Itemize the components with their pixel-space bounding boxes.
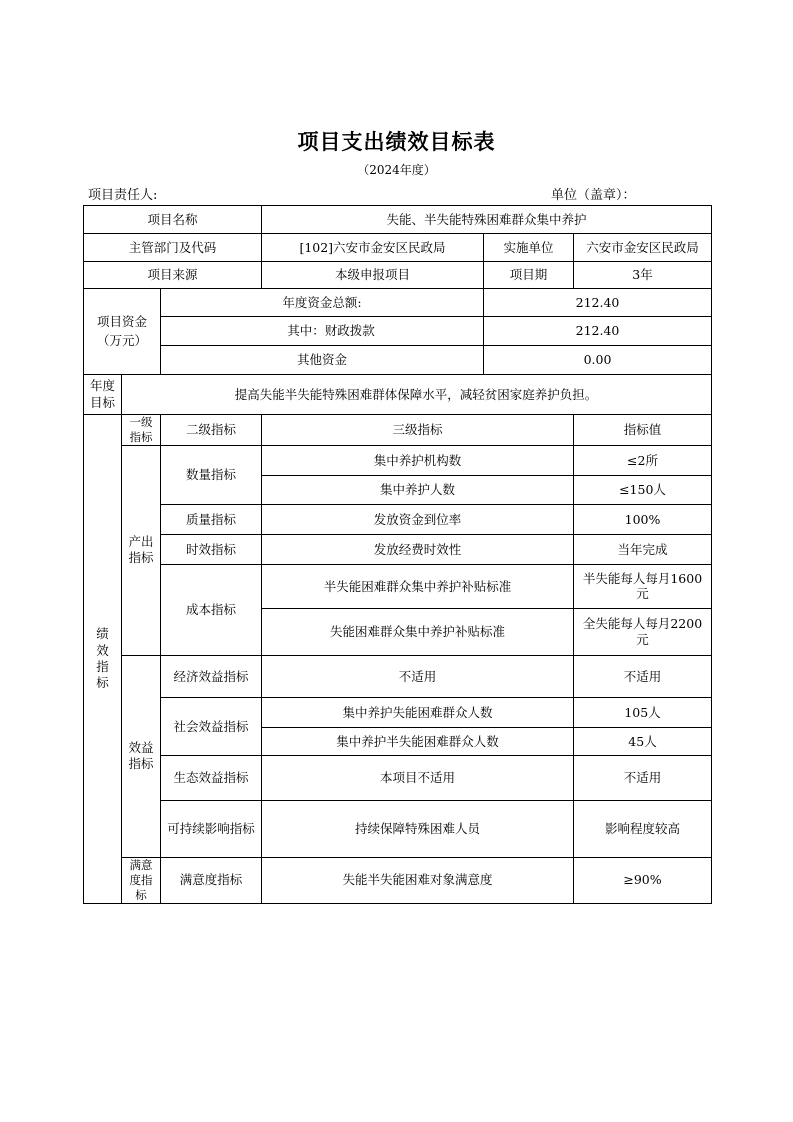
header-level1: 一级指标 [122, 415, 161, 446]
indicator-value: ≥90% [574, 857, 712, 903]
indicator-value: 100% [574, 504, 712, 534]
header-level3: 三级指标 [262, 415, 574, 446]
indicator-name: 不适用 [262, 655, 574, 697]
satisfaction-indicators-label: 满意度指标 [161, 857, 262, 903]
table-row [84, 415, 712, 446]
funds-label: 项目资金（万元） [84, 289, 161, 375]
table-row [84, 655, 712, 697]
source-label: 项目来源 [84, 262, 262, 289]
page-title: 项目支出绩效目标表 [297, 129, 496, 154]
cost-indicators-label: 成本指标 [161, 564, 262, 655]
indicator-name: 半失能困难群众集中养护补贴标准 [262, 564, 574, 608]
other-funds-value: 0.00 [484, 346, 712, 375]
table-row [84, 346, 712, 375]
year-label: （2024年度） [357, 163, 436, 177]
ecological-indicators-label: 生态效益指标 [161, 755, 262, 800]
quality-indicators-label: 质量指标 [161, 504, 262, 534]
indicator-value: 45人 [574, 727, 712, 755]
header-value: 指标值 [574, 415, 712, 446]
table-row [84, 755, 712, 800]
table-row [84, 445, 712, 475]
indicator-name: 发放经费时效性 [262, 534, 574, 564]
satisfaction-group-label: 满意度指标 [122, 857, 161, 903]
performance-indicators-label: 绩效指标 [84, 415, 122, 904]
fiscal-label: 其中：财政拨款 [161, 317, 484, 346]
annual-goal-value: 提高失能半失能特殊困难群体保障水平，减轻贫困家庭养护负担。 [122, 375, 712, 415]
impl-unit-value: 六安市金安区民政局 [574, 234, 712, 262]
benefit-indicators-label: 效益指标 [122, 655, 161, 857]
indicator-value: 105人 [574, 697, 712, 727]
period-value: 3年 [574, 262, 712, 289]
economic-indicators-label: 经济效益指标 [161, 655, 262, 697]
indicator-name: 失能困难群众集中养护补贴标准 [262, 608, 574, 655]
indicator-value: 不适用 [574, 655, 712, 697]
unit-seal-label: 单位（盖章）： [551, 188, 636, 203]
table-row [84, 857, 712, 903]
indicator-name: 发放资金到位率 [262, 504, 574, 534]
indicator-name: 集中养护人数 [262, 475, 574, 504]
sustainability-indicators-label: 可持续影响指标 [161, 800, 262, 857]
source-value: 本级申报项目 [262, 262, 484, 289]
dept-label: 主管部门及代码 [84, 234, 262, 262]
table-row [84, 800, 712, 857]
other-funds-label: 其他资金 [161, 346, 484, 375]
annual-total-value: 212.40 [484, 289, 712, 317]
header-level2: 二级指标 [161, 415, 262, 446]
table-row [84, 534, 712, 564]
indicator-value: 当年完成 [574, 534, 712, 564]
indicator-name: 本项目不适用 [262, 755, 574, 800]
annual-goal-label: 年度目标 [84, 375, 122, 415]
dept-value: [102]六安市金安区民政局 [262, 234, 484, 262]
indicator-name: 集中养护机构数 [262, 445, 574, 475]
quantity-indicators-label: 数量指标 [161, 445, 262, 504]
timeliness-indicators-label: 时效指标 [161, 534, 262, 564]
project-name-value: 失能、半失能特殊困难群众集中养护 [262, 206, 712, 234]
table-row [84, 564, 712, 608]
table-row [84, 206, 712, 234]
indicator-name: 集中养护失能困难群众人数 [262, 697, 574, 727]
indicator-name: 持续保障特殊困难人员 [262, 800, 574, 857]
indicator-value: 半失能每人每月1600元 [574, 564, 712, 608]
table-row [84, 289, 712, 317]
table-row [84, 234, 712, 262]
table-row [84, 504, 712, 534]
project-name-label: 项目名称 [84, 206, 262, 234]
indicator-value: 全失能每人每月2200元 [574, 608, 712, 655]
fiscal-value: 212.40 [484, 317, 712, 346]
period-label: 项目期 [484, 262, 574, 289]
table-row [84, 375, 712, 415]
indicator-value: ≤150人 [574, 475, 712, 504]
indicator-name: 失能半失能困难对象满意度 [262, 857, 574, 903]
performance-goal-table [83, 205, 712, 904]
impl-unit-label: 实施单位 [484, 234, 574, 262]
table-row [84, 317, 712, 346]
indicator-value: ≤2所 [574, 445, 712, 475]
output-indicators-label: 产出指标 [122, 445, 161, 655]
social-indicators-label: 社会效益指标 [161, 697, 262, 755]
table-row [84, 262, 712, 289]
indicator-value: 影响程度较高 [574, 800, 712, 857]
responsible-person-label: 项目责任人: [88, 188, 158, 203]
annual-total-label: 年度资金总额: [161, 289, 484, 317]
indicator-name: 集中养护半失能困难群众人数 [262, 727, 574, 755]
table-row [84, 697, 712, 727]
indicator-value: 不适用 [574, 755, 712, 800]
